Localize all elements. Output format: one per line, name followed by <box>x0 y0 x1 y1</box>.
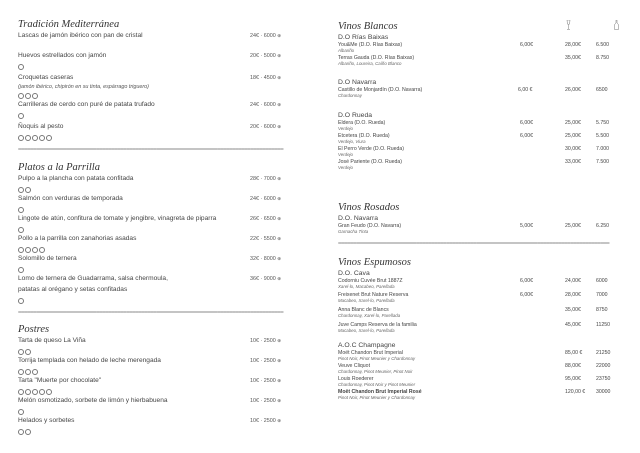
glass-price: 6,00€ <box>520 42 533 48</box>
denomination: A.O.C Champagne <box>338 342 396 349</box>
coupon-icon: ⊕ <box>277 102 282 107</box>
allergen-icons <box>18 185 298 194</box>
wine-grape: Pinot Noir, Pinot Meunier y Chardonnay <box>338 356 416 362</box>
bottle-price: 26,00€ <box>565 87 581 93</box>
allergen-icons <box>18 111 298 120</box>
bottle-price: 25,00€ <box>565 133 581 139</box>
dish-row <box>18 274 298 285</box>
bottle-price: 25,00€ <box>565 120 581 126</box>
allergen-icon <box>32 247 38 253</box>
bottle-price: 33,00€ <box>565 159 581 165</box>
wine-row <box>338 146 620 159</box>
coupon-price: 6000 <box>596 278 608 284</box>
dish-price: 10€ · 2500 ⊕ <box>250 338 282 344</box>
coupon-icon: ⊕ <box>277 75 282 80</box>
glass-price: 6,00€ <box>520 133 533 139</box>
dish-price: 10€ · 2500 ⊕ <box>250 378 282 384</box>
bottle-price: 24,00€ <box>565 278 581 284</box>
allergen-icon <box>25 247 31 253</box>
dish-row <box>18 214 298 225</box>
dish-row <box>18 174 298 185</box>
wine-name: Freixenet Brut Nature Reserva <box>338 292 409 298</box>
bottle-price: 30,00€ <box>565 146 581 152</box>
dish-name: Huevos estrellados con jamón <box>18 52 107 59</box>
dish-name: Solomillo de ternera <box>18 255 77 262</box>
section-parrilla <box>18 162 298 305</box>
coupon-icon: ⊕ <box>277 418 282 423</box>
bottle-price: 88,00€ <box>565 363 581 369</box>
dish-price: 24€ · 6000 ⊕ <box>250 102 282 108</box>
allergen-icon <box>18 93 24 99</box>
dish-name: Helados y sorbetes <box>18 417 75 424</box>
section-title: Vinos Rosados <box>338 202 400 213</box>
dish-price: 24€ · 6000 ⊕ <box>250 33 282 39</box>
allergen-icons <box>18 296 298 305</box>
dish-name: Lomo de ternera de Guadarrama, salsa chermoula, <box>18 275 168 282</box>
coupon-icon: ⊕ <box>277 236 282 241</box>
section-vinos-blancos <box>338 21 620 172</box>
wine-grape: Verdejo, Viura <box>338 139 366 145</box>
coupon-price: 8.750 <box>596 55 609 61</box>
dish-name: Pollo a la parrilla con zanahorias asadas <box>18 235 137 242</box>
wine-name: Juve Camps Reserva de la familia <box>338 322 417 328</box>
wine-grape: Chardonnay <box>338 93 362 99</box>
allergen-icon <box>39 247 45 253</box>
divider: ========================================================================================== <box>338 240 610 247</box>
wine-row <box>338 55 620 78</box>
section-title: Postres <box>18 324 50 335</box>
allergen-icon <box>46 389 52 395</box>
allergen-icon <box>18 349 24 355</box>
wine-grape: Verdejo <box>338 152 353 158</box>
wine-grape: Macabeo, Xarel·lo, Parellada <box>338 298 395 304</box>
section-title: Vinos Espumosos <box>338 257 412 268</box>
allergen-icon <box>18 113 24 119</box>
wine-grape: Albariño, Loureira, Caíño Blanco <box>338 61 402 67</box>
dish-row <box>18 122 298 133</box>
wine-name: Moët Chandon Brut Imperial Rosé <box>338 389 422 395</box>
dish-row <box>18 356 298 367</box>
divider: ======================================================================================== <box>18 146 284 153</box>
dish-name: Tarta de queso La Viña <box>18 337 86 344</box>
dish-price: 10€ · 2500 ⊕ <box>250 418 282 424</box>
allergen-icons <box>18 347 298 356</box>
dish-name: Lascas de jamón ibérico con pan de cristal <box>18 32 143 39</box>
bottle-price: 85,00 € <box>565 350 583 356</box>
coupon-price: 7.000 <box>596 146 609 152</box>
dish-price: 22€ · 5500 ⊕ <box>250 236 282 242</box>
allergen-icons <box>18 245 298 254</box>
coupon-price: 8750 <box>596 307 608 313</box>
coupon-price: 7.500 <box>596 159 609 165</box>
coupon-price: 23750 <box>596 376 611 382</box>
allergen-icon <box>32 135 38 141</box>
coupon-icon: ⊕ <box>277 378 282 383</box>
allergen-icon <box>39 135 45 141</box>
allergen-icons <box>18 367 298 376</box>
glass-price: 5,00€ <box>520 223 533 229</box>
allergen-icon <box>18 187 24 193</box>
allergen-icons <box>18 91 298 100</box>
wine-name: Terras Gauda (D.O. Rías Baixas) <box>338 55 415 61</box>
dish-note: (jamón ibérico, chipirón en su tinta, espárrago triguero) <box>18 84 149 90</box>
wine-row <box>338 307 620 322</box>
wine-name: You&Me (D.O. Rías Baixas) <box>338 42 403 48</box>
section-vinos-espumosos <box>338 257 620 402</box>
wine-row <box>338 87 620 111</box>
dish-name: Ñoquis al pesto <box>18 123 64 130</box>
glass-price: 6,00 € <box>518 87 533 93</box>
dish-price: 18€ · 4500 ⊕ <box>250 75 282 81</box>
allergen-icons <box>18 407 298 416</box>
allergen-icon <box>18 207 24 213</box>
allergen-icon <box>25 389 31 395</box>
wine-name: Etcetera (D.O. Rueda) <box>338 133 390 139</box>
allergen-icons <box>18 225 298 234</box>
wine-row <box>338 376 620 389</box>
coupon-icon: ⊕ <box>277 176 282 181</box>
allergen-icon <box>25 349 31 355</box>
glass-price: 6,00€ <box>520 120 533 126</box>
allergen-icon <box>18 409 24 415</box>
wine-name: Castillo de Monjardín (D.O. Navarra) <box>338 87 423 93</box>
coupon-icon: ⊕ <box>277 358 282 363</box>
bottle-price: 28,00€ <box>565 292 581 298</box>
glass-price: 6,00€ <box>520 278 533 284</box>
wine-row <box>338 350 620 363</box>
bottle-price: 28,00€ <box>565 42 581 48</box>
wine-name: Codorniu Cuvée Brut 1887Z <box>338 278 403 284</box>
coupon-price: 6.500 <box>596 42 609 48</box>
coupon-icon: ⊕ <box>277 53 282 58</box>
wine-name: Louis Roederer <box>338 376 374 382</box>
dish-price: 28€ · 7000 ⊕ <box>250 176 282 182</box>
dish-name: Lingote de atún, confitura de tomate y jengibre, vinagreta de piparra <box>18 215 217 222</box>
dish-row <box>18 376 298 387</box>
dish-row <box>18 51 298 62</box>
dish-price: 10€ · 2500 ⊕ <box>250 398 282 404</box>
dish-price: 32€ · 8000 ⊕ <box>250 256 282 262</box>
section-vinos-rosados <box>338 202 620 236</box>
dish-row <box>18 336 298 347</box>
section-title: Vinos Blancos <box>338 21 398 32</box>
dish-name-line2: patatas al orégano y setas confitadas <box>18 286 128 293</box>
coupon-price: 5.750 <box>596 120 609 126</box>
allergen-icon <box>25 429 31 435</box>
wine-name: Gran Feudo (D.O. Navarra) <box>338 223 402 229</box>
coupon-price: 6.250 <box>596 223 609 229</box>
dish-price: 26€ · 6500 ⊕ <box>250 216 282 222</box>
wine-name: El Perro Verde (D.O. Rueda) <box>338 146 405 152</box>
allergen-icon <box>25 369 31 375</box>
coupon-price: 30000 <box>596 389 611 395</box>
dish-price: 24€ · 6000 ⊕ <box>250 196 282 202</box>
dish-row <box>18 100 298 111</box>
allergen-icon <box>18 389 24 395</box>
dish-row <box>18 31 298 42</box>
coupon-price: 5.500 <box>596 133 609 139</box>
wine-name: José Pariente (D.O. Rueda) <box>338 159 403 165</box>
wine-row <box>338 278 620 292</box>
wine-grape: Verdejo <box>338 126 353 132</box>
wine-name: Eldera (D.O. Rueda) <box>338 120 386 126</box>
allergen-icon <box>46 135 52 141</box>
denomination: D.O Rueda <box>338 112 373 119</box>
allergen-icon <box>18 267 24 273</box>
coupon-icon: ⊕ <box>277 256 282 261</box>
wine-row <box>338 120 620 133</box>
wine-row <box>338 363 620 376</box>
coupon-icon: ⊕ <box>277 196 282 201</box>
wine-name: Veuve Cliquot <box>338 363 371 369</box>
section-title: Tradición Mediterránea <box>18 19 120 30</box>
coupon-price: 11250 <box>596 322 611 328</box>
wine-row <box>338 292 620 307</box>
dish-name: Croquetas caseras <box>18 74 74 81</box>
coupon-icon: ⊕ <box>277 338 282 343</box>
dish-row <box>18 194 298 205</box>
dish-row <box>18 254 298 265</box>
coupon-icon: ⊕ <box>277 33 282 38</box>
wine-grape: Verdejo <box>338 165 353 171</box>
allergen-icon <box>25 187 31 193</box>
denomination: D.O Rías Baixas <box>338 34 389 41</box>
wine-grape: Chardonnay, Xarel·lo, Parellada <box>338 313 401 319</box>
dish-row <box>18 234 298 245</box>
dish-price: 10€ · 2500 ⊕ <box>250 358 282 364</box>
allergen-icon <box>18 135 24 141</box>
section-tradicion <box>18 19 298 142</box>
dish-name: Melón osmotizado, sorbete de limón y hierbabuena <box>18 397 168 404</box>
allergen-icons <box>18 427 298 436</box>
allergen-icon <box>39 389 45 395</box>
section-title: Platos a la Parrilla <box>18 162 100 173</box>
dish-price: 20€ · 5000 ⊕ <box>250 53 282 59</box>
allergen-icon <box>18 369 24 375</box>
wine-row <box>338 133 620 146</box>
allergen-icon <box>25 93 31 99</box>
dish-name: Torrija templada con helado de leche merengada <box>18 357 161 364</box>
coupon-icon: ⊕ <box>277 276 282 281</box>
allergen-icons <box>18 62 298 71</box>
bottle-price: 35,00€ <box>565 55 581 61</box>
coupon-price: 21250 <box>596 350 611 356</box>
coupon-price: 6500 <box>596 87 608 93</box>
bottle-price: 45,00€ <box>565 322 581 328</box>
allergen-icon <box>32 389 38 395</box>
dish-price: 20€ · 6000 ⊕ <box>250 124 282 130</box>
wine-grape: Chardonnay, Pinot Noir y Pinot Meunier <box>338 382 416 388</box>
dish-price: 36€ · 9000 ⊕ <box>250 276 282 282</box>
denomination: D.O. Navarra <box>338 215 379 222</box>
coupon-icon: ⊕ <box>277 124 282 129</box>
allergen-icon <box>18 247 24 253</box>
dish-name: Tarta "Muerte por chocolate" <box>18 377 102 384</box>
dish-row <box>18 396 298 407</box>
dish-row-cont <box>18 285 298 296</box>
bottle-price: 95,00€ <box>565 376 581 382</box>
bottle-price: 25,00€ <box>565 223 581 229</box>
dish-row <box>18 416 298 427</box>
allergen-icon <box>18 227 24 233</box>
wine-grape: Pinot Noir, Pinot Meunier y Chardonnay <box>338 395 416 401</box>
allergen-icon <box>18 429 24 435</box>
denomination: D.O Navarra <box>338 79 377 86</box>
allergen-icons <box>18 265 298 274</box>
allergen-icon <box>32 369 38 375</box>
glass-price: 6,00€ <box>520 292 533 298</box>
wine-name: Moët Chandon Brut Imperial <box>338 350 403 356</box>
wine-row <box>338 389 620 402</box>
allergen-icons <box>18 205 298 214</box>
divider: ======================================================================================== <box>18 309 284 316</box>
allergen-icon <box>25 135 31 141</box>
coupon-price: 22000 <box>596 363 611 369</box>
coupon-icon: ⊕ <box>277 216 282 221</box>
wine-grape: Macabeo, Xarel·lo, Parellada <box>338 328 395 334</box>
allergen-icon <box>32 93 38 99</box>
wine-row <box>338 159 620 172</box>
allergen-icon <box>18 64 24 70</box>
allergen-icons <box>18 387 298 396</box>
dish-row <box>18 73 298 84</box>
wine-grape: Chardonnay, Pinot Meunier, Pinot Noir <box>338 369 413 375</box>
bottle-price: 120,00 € <box>565 389 586 395</box>
coupon-price: 7000 <box>596 292 608 298</box>
wine-row <box>338 42 620 55</box>
dish-name: Salmón con verduras de temporada <box>18 195 123 202</box>
dish-name: Pulpo a la plancha con patata confitada <box>18 175 134 182</box>
wine-grape: Xarel·lo, Macabeo, Parellada <box>338 284 395 290</box>
allergen-icon <box>18 298 24 304</box>
allergen-icons <box>18 133 298 142</box>
wine-row <box>338 223 620 236</box>
wine-name: Anna Blanc de Blancs <box>338 307 389 313</box>
coupon-icon: ⊕ <box>277 398 282 403</box>
bottle-price: 35,00€ <box>565 307 581 313</box>
denomination: D.O. Cava <box>338 270 370 277</box>
wine-row <box>338 322 620 341</box>
wine-grape: Albariño <box>338 48 355 54</box>
wine-grape: Garnacha Tinta <box>338 229 369 235</box>
section-postres <box>18 324 298 436</box>
dish-name: Carrilleras de cerdo con puré de patata trufado <box>18 101 155 108</box>
